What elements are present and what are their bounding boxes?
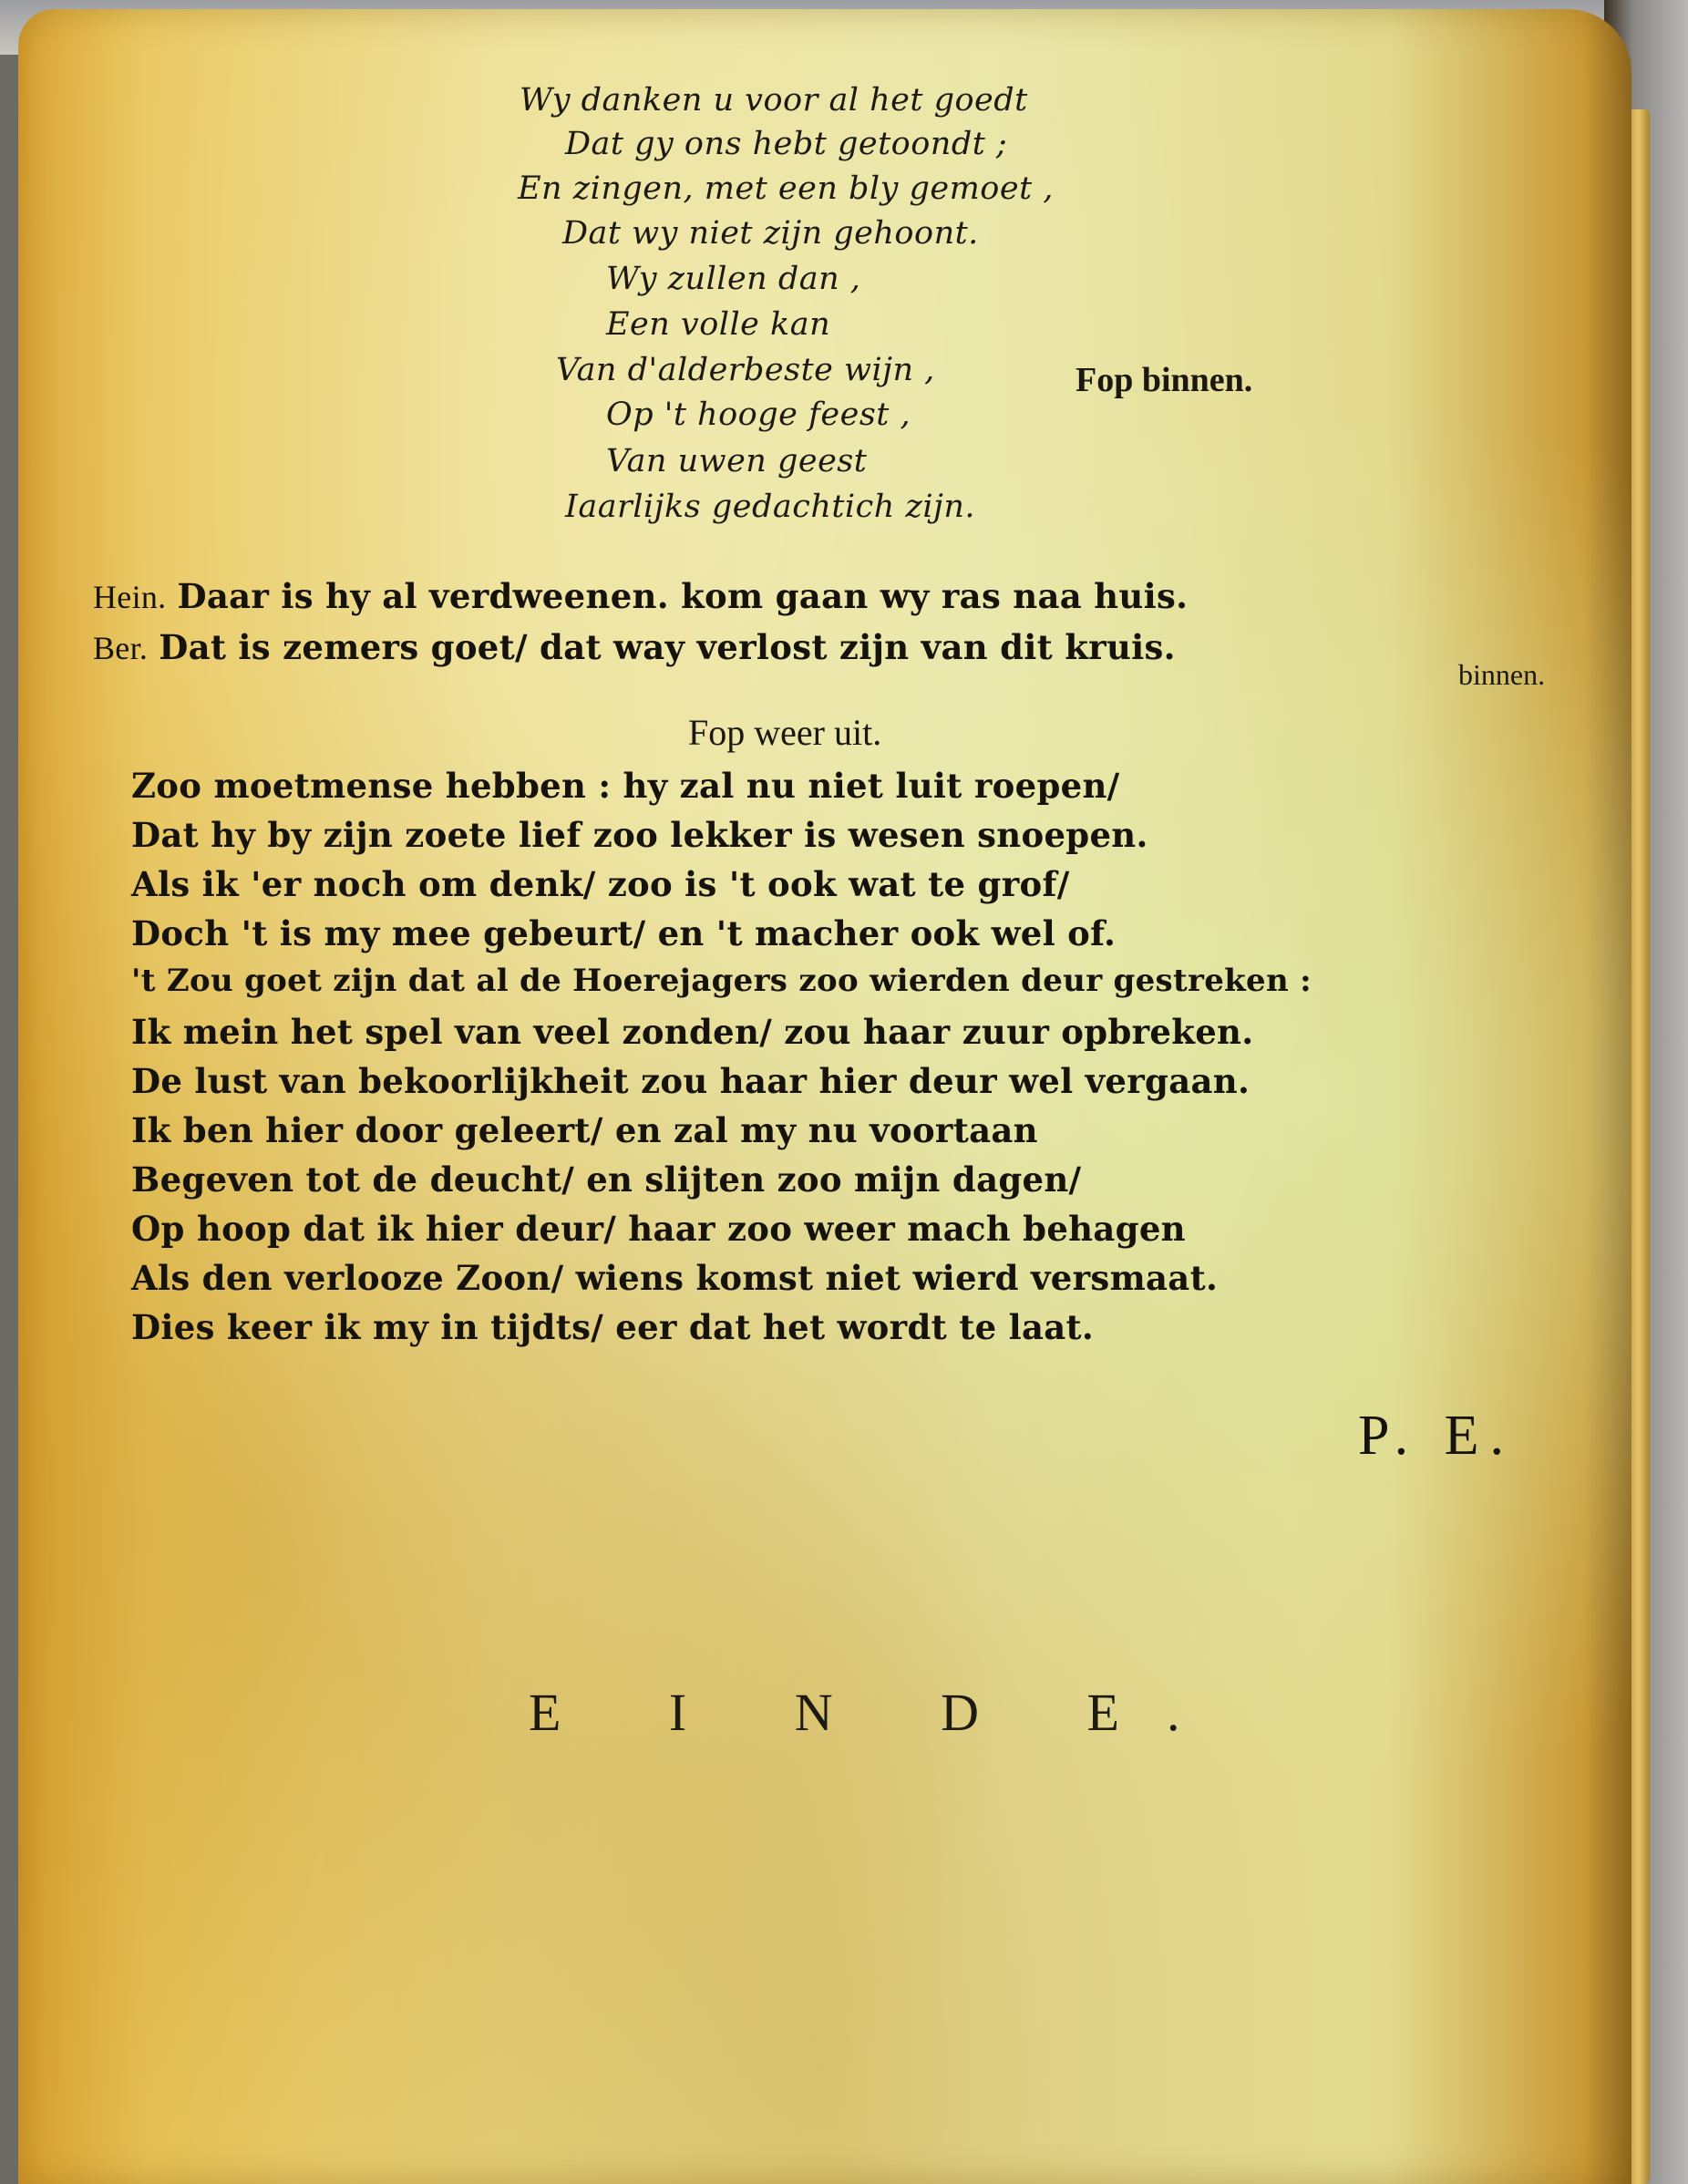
song-line: En zingen, met een bly gemoet , bbox=[518, 170, 1054, 207]
song-line: Een volle kan bbox=[606, 306, 831, 343]
song-line: Dat wy niet zijn gehoont. bbox=[562, 215, 979, 252]
dialogue-line bbox=[93, 627, 1176, 667]
monologue-line: De lust van bekoorlijkheit zou haar hier deur wel vergaan. bbox=[131, 1061, 1251, 1101]
dialogue-text: Dat is zemers goet/ dat way verlost zijn van dit kruis. bbox=[159, 627, 1176, 667]
monologue-line: Dies keer ik my in tijdts/ eer dat het wordt te laat. bbox=[131, 1307, 1095, 1347]
monologue-line: Op hoop dat ik hier deur/ haar zoo weer mach behagen bbox=[131, 1209, 1186, 1249]
song-line: Wy danken u voor al het goedt bbox=[520, 82, 1028, 118]
dialogue-line bbox=[93, 576, 1188, 616]
stage-direction: Fop binnen. bbox=[1076, 361, 1253, 399]
song-line: Wy zullen dan , bbox=[606, 261, 861, 297]
song-line: Op 't hooge feest , bbox=[606, 397, 911, 433]
song-line: Van uwen geest bbox=[606, 443, 868, 479]
book-page bbox=[18, 9, 1631, 2184]
monologue-line: Begeven tot de deucht/ en slijten zoo mijn dagen/ bbox=[131, 1159, 1082, 1200]
monologue-line: Doch 't is my mee gebeurt/ en 't macher ook wel of. bbox=[131, 913, 1117, 953]
finis-title: E I N D E. bbox=[529, 1683, 1228, 1742]
monologue-line: Dat hy by zijn zoete lief zoo lekker is wesen snoepen. bbox=[131, 815, 1148, 855]
speaker-name: Hein. bbox=[93, 579, 167, 615]
monologue-line: Ik ben hier door geleert/ en zal my nu voortaan bbox=[131, 1110, 1038, 1150]
monologue-line: 't Zou goet zijn dat al de Hoerejagers zoo wierden deur gestreken : bbox=[131, 963, 1312, 999]
monologue-line: Ik mein het spel van veel zonden/ zou haar zuur opbreken. bbox=[131, 1012, 1254, 1052]
monologue-line: Als den verlooze Zoon/ wiens komst niet wierd versmaat. bbox=[131, 1258, 1219, 1298]
monologue-line: Zoo moetmense hebben : hy zal nu niet luit roepen/ bbox=[131, 766, 1120, 806]
song-line: Iaarlijks gedachtich zijn. bbox=[565, 489, 976, 525]
dialogue-text: Daar is hy al verdweenen. kom gaan wy ras naa huis. bbox=[177, 576, 1189, 616]
signature-initials: P. E. bbox=[1358, 1405, 1515, 1467]
song-line: Dat gy ons hebt getoondt ; bbox=[565, 126, 1008, 162]
monologue-line: Als ik 'er noch om denk/ zoo is 't ook wat te grof/ bbox=[131, 864, 1070, 904]
stage-direction: binnen. bbox=[1458, 658, 1546, 691]
speaker-name: Ber. bbox=[93, 630, 149, 666]
stage-direction: Fop weer uit. bbox=[688, 712, 882, 753]
song-line: Van d'alderbeste wijn , bbox=[556, 352, 935, 388]
